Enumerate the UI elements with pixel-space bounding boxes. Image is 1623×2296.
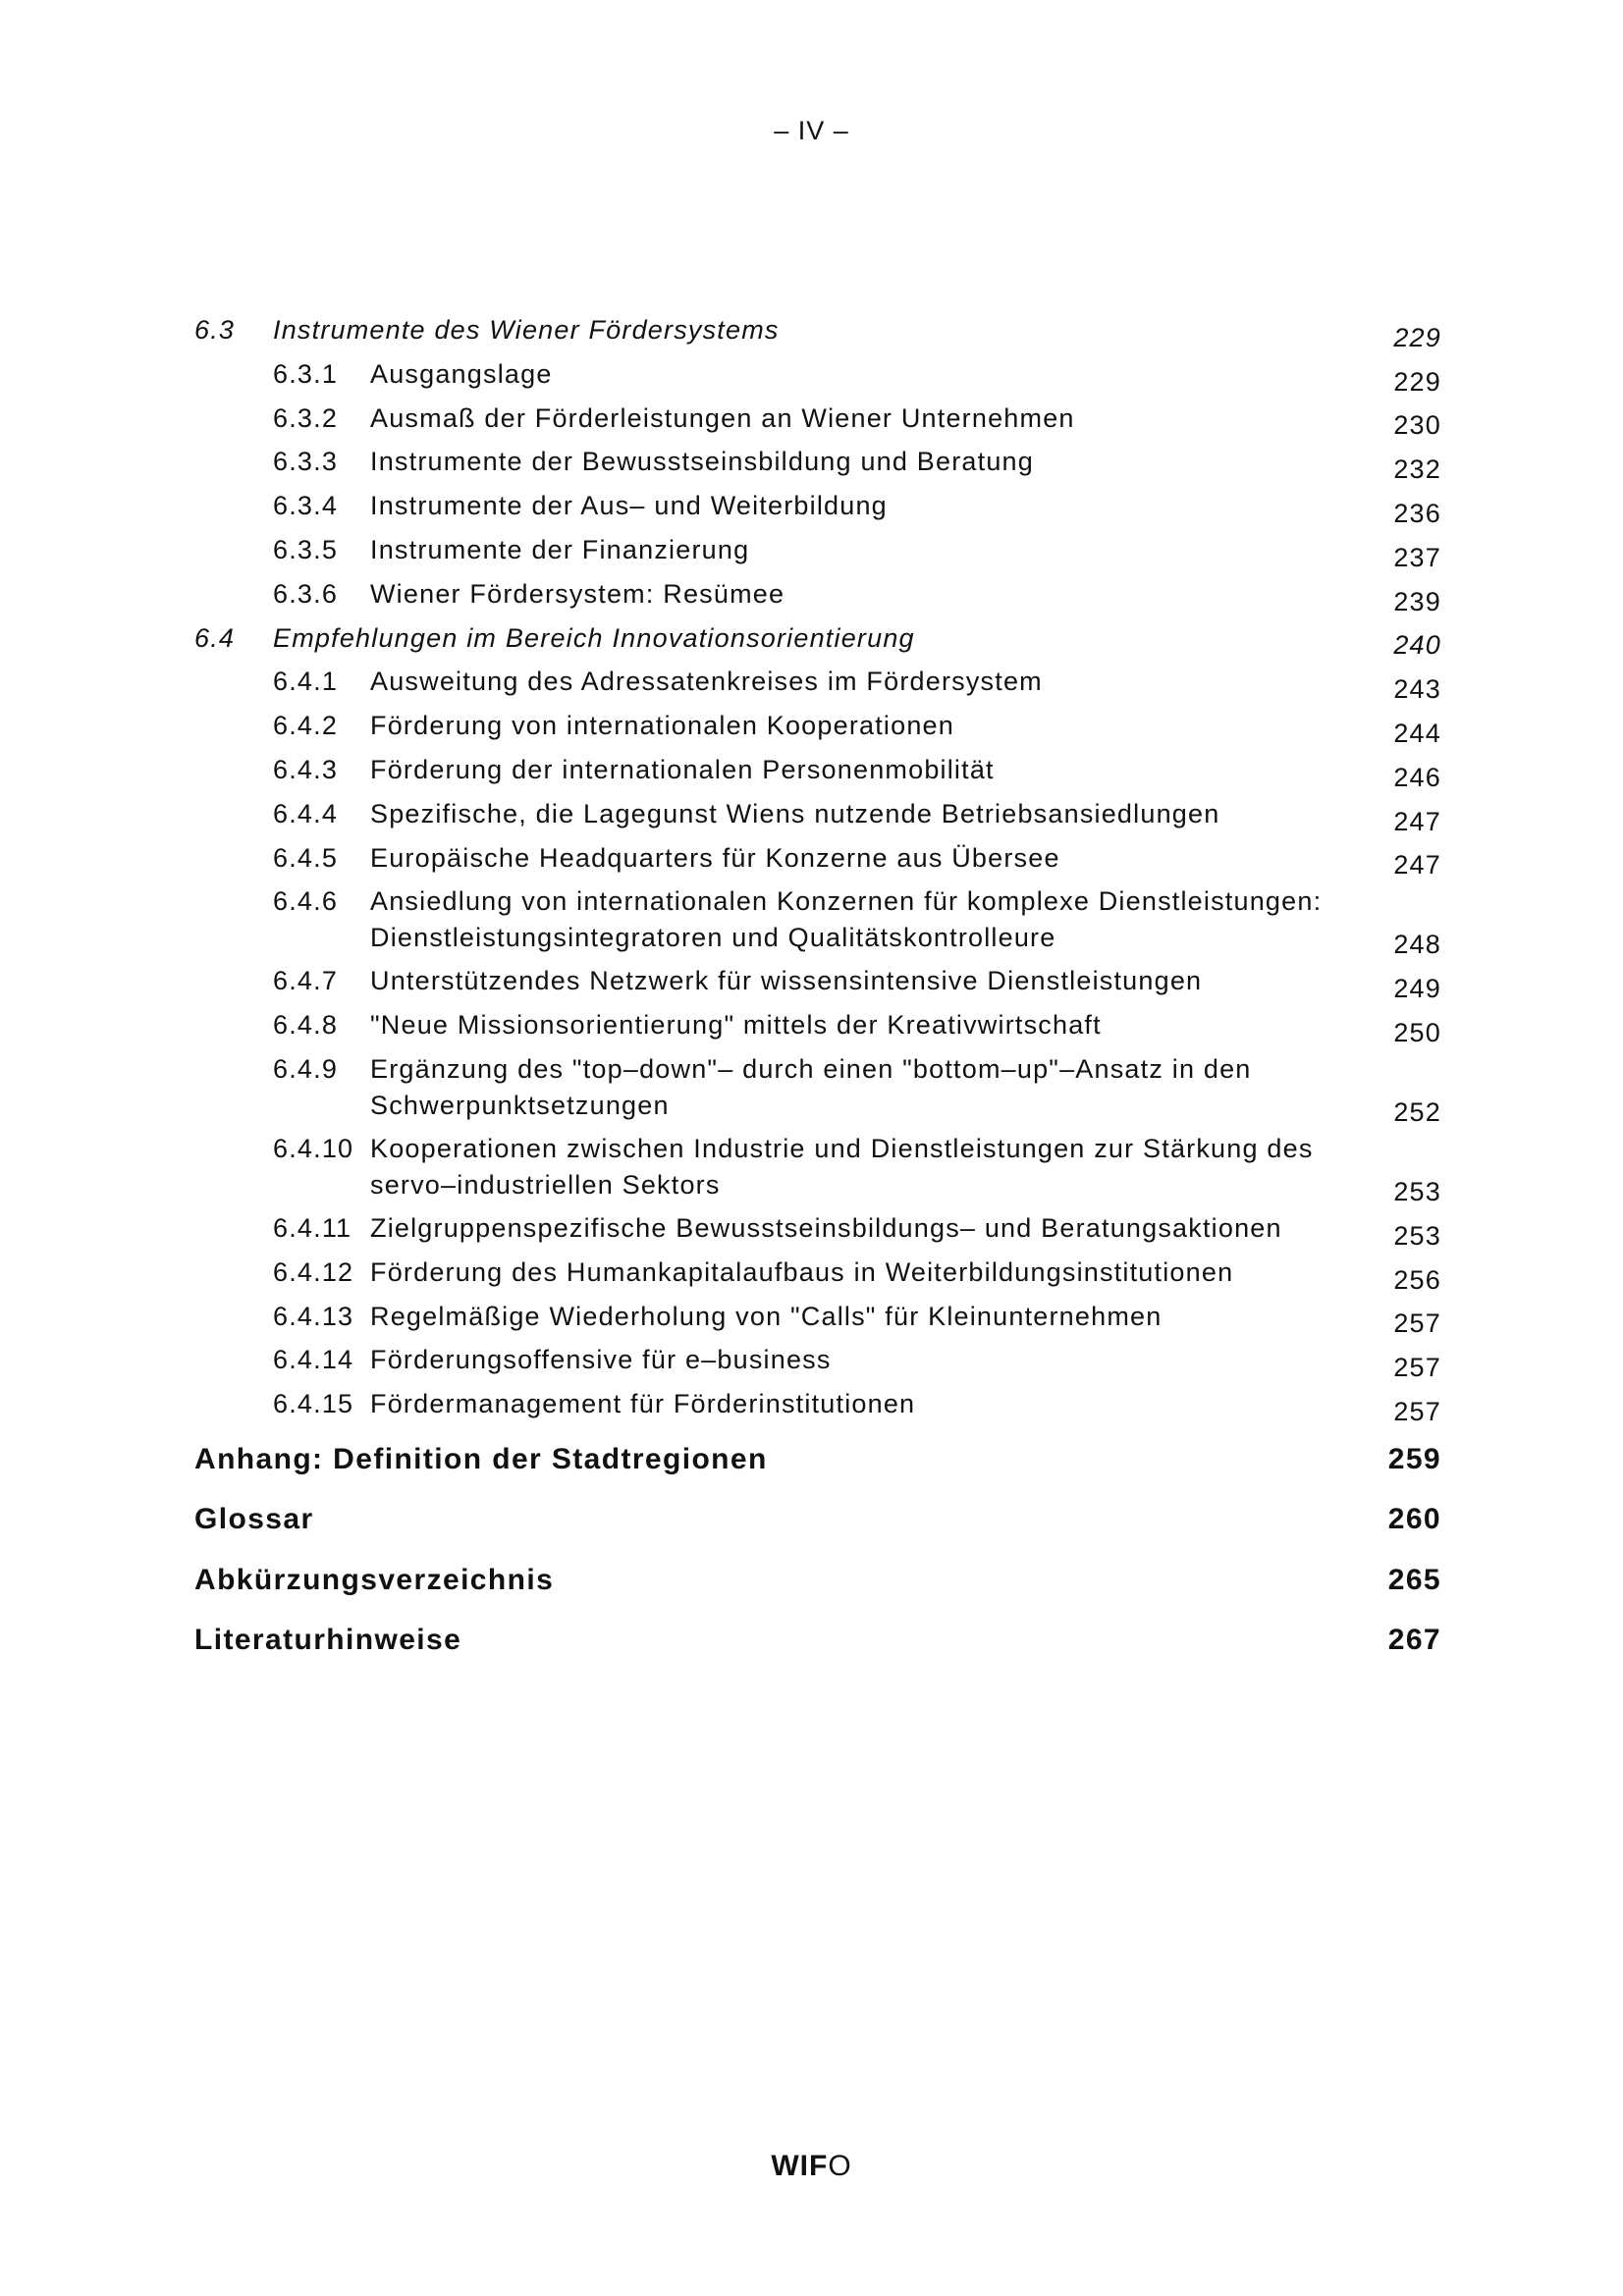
wifo-logo <box>0 2150 1623 2183</box>
toc-subsection-entry[interactable] <box>194 1342 1441 1386</box>
toc-entry-title: Förderung des Humankapitalaufbaus in Weiterbildungsinstitutionen <box>370 1256 1234 1287</box>
toc-entry-title: Unterstützendes Netzwerk für wissensintensive Dienstleistungen <box>370 966 1203 996</box>
toc-entry-number: 6.4.5 <box>273 842 339 873</box>
toc-entry-title: Förderung von internationalen Kooperationen <box>370 711 954 741</box>
toc-entry-number: 6.3.6 <box>273 578 339 609</box>
toc-entry-number: 6.4.15 <box>273 1389 354 1419</box>
toc-entry-title: Wiener Fördersystem: Resümee <box>370 578 785 609</box>
toc-entry-number: 6.3.1 <box>273 358 339 389</box>
toc-entry-page: 248 <box>1393 930 1441 960</box>
toc-entry-page: 240 <box>1393 630 1441 661</box>
toc-entry-page: 252 <box>1393 1096 1441 1127</box>
toc-entry-title: Empfehlungen im Bereich Innovationsorientierung <box>273 622 915 653</box>
toc-entry-number: 6.3.2 <box>273 402 339 433</box>
toc-entry-page: 239 <box>1393 586 1441 616</box>
toc-entry-title: "Neue Missionsorientierung" mittels der Kreativwirtschaft <box>370 1010 1102 1041</box>
toc-entry-number: 6.4.7 <box>273 966 339 996</box>
toc-entry-title: Kooperationen zwischen Industrie und Dienstleistungen zur Stärkung des servo–industriellen Sektors <box>370 1133 1314 1200</box>
toc-entry-title: Glossar <box>194 1503 314 1536</box>
toc-entry-number: 6.4.2 <box>273 711 339 741</box>
toc-entry-title: Ausgangslage <box>370 358 553 389</box>
toc-subsection-entry[interactable] <box>194 708 1441 752</box>
toc-entry-title: Instrumente der Finanzierung <box>370 534 750 564</box>
toc-entry-title: Fördermanagement für Förderinstitutionen <box>370 1389 916 1419</box>
toc-entry-title: Instrumente der Bewusstseinsbildung und Beratung <box>370 447 1034 477</box>
toc-entry-title: Abkürzungsverzeichnis <box>194 1563 555 1596</box>
toc-section-entry[interactable] <box>194 620 1441 665</box>
toc-entry-title: Europäische Headquarters für Konzerne aus Übersee <box>370 842 1060 873</box>
toc-entry-page: 257 <box>1393 1396 1441 1426</box>
toc-entry-page: 247 <box>1393 850 1441 881</box>
toc-entry-number: 6.4.10 <box>273 1133 354 1163</box>
toc-entry-page: 260 <box>1387 1503 1441 1536</box>
toc-entry-page: 232 <box>1393 454 1441 485</box>
toc-entry-number: 6.4.12 <box>273 1256 354 1287</box>
toc-entry-page: 267 <box>1387 1623 1441 1656</box>
toc-subsection-entry[interactable] <box>194 576 1441 620</box>
toc-entry-number: 6.3.5 <box>273 534 339 564</box>
toc-entry-page: 244 <box>1393 718 1441 748</box>
toc-subsection-entry[interactable] <box>194 883 1441 963</box>
page-number: – IV – <box>774 116 849 145</box>
table-of-contents <box>194 312 1441 1681</box>
toc-entry-number: 6.3.4 <box>273 491 339 521</box>
toc-subsection-entry[interactable] <box>194 1051 1441 1131</box>
toc-entry-title: Ansiedlung von internationalen Konzernen für komplexe Dienstleistungen: Dienstleistungsintegratoren und Qualitätskontrolleure <box>370 886 1323 953</box>
toc-entry-page: 230 <box>1393 410 1441 441</box>
toc-entry-page: 243 <box>1393 674 1441 705</box>
toc-subsection-entry[interactable] <box>194 840 1441 884</box>
toc-subsection-entry[interactable] <box>194 1131 1441 1210</box>
toc-entry-title: Ausmaß der Förderleistungen an Wiener Unternehmen <box>370 402 1075 433</box>
toc-entry-title: Regelmäßige Wiederholung von "Calls" für Kleinunternehmen <box>370 1301 1163 1331</box>
toc-entry-page: 257 <box>1393 1353 1441 1383</box>
toc-entry-page: 253 <box>1393 1176 1441 1206</box>
toc-entry-page: 265 <box>1387 1563 1441 1596</box>
toc-subsection-entry[interactable] <box>194 488 1441 532</box>
toc-entry-title: Spezifische, die Lagegunst Wiens nutzende Betriebsansiedlungen <box>370 798 1220 828</box>
toc-entry-title: Förderungsoffensive für e–business <box>370 1345 832 1375</box>
toc-entry-number: 6.4.3 <box>273 754 339 784</box>
toc-entry-number: 6.4.9 <box>273 1053 339 1084</box>
toc-entry-number: 6.4.8 <box>273 1010 339 1041</box>
toc-entry-title: Literaturhinweise <box>194 1623 462 1656</box>
toc-entry-page: 236 <box>1393 498 1441 528</box>
toc-entry-page: 237 <box>1393 542 1441 572</box>
toc-subsection-entry[interactable] <box>194 532 1441 576</box>
toc-entry-number: 6.4.11 <box>273 1212 352 1243</box>
toc-entry-title: Förderung der internationalen Personenmobilität <box>370 754 995 784</box>
toc-entry-page: 249 <box>1393 974 1441 1004</box>
toc-entry-title: Anhang: Definition der Stadtregionen <box>194 1442 768 1475</box>
toc-entry-number: 6.4.13 <box>273 1301 354 1331</box>
toc-entry-page: 257 <box>1393 1308 1441 1339</box>
toc-entry-title: Ausweitung des Adressatenkreises im Fördersystem <box>370 667 1043 697</box>
toc-entry-number: 6.3 <box>194 315 236 345</box>
toc-chapter-entry[interactable] <box>194 1500 1441 1560</box>
toc-entry-page: 247 <box>1393 806 1441 836</box>
toc-entry-number: 6.4.6 <box>273 886 339 917</box>
toc-subsection-entry[interactable] <box>194 752 1441 796</box>
wifo-logo-o: O <box>828 2150 852 2182</box>
toc-entry-page: 256 <box>1393 1264 1441 1295</box>
toc-entry-number: 6.4.14 <box>273 1345 354 1375</box>
toc-chapter-entry[interactable] <box>194 1561 1441 1621</box>
wifo-logo-text: WIF <box>771 2150 829 2182</box>
toc-subsection-entry[interactable] <box>194 796 1441 840</box>
toc-subsection-entry[interactable] <box>194 444 1441 488</box>
toc-chapter-entry[interactable] <box>194 1440 1441 1500</box>
toc-entry-page: 259 <box>1387 1442 1441 1475</box>
toc-entry-page: 250 <box>1393 1017 1441 1047</box>
toc-entry-page: 246 <box>1393 762 1441 792</box>
toc-entry-number: 6.3.3 <box>273 447 339 477</box>
toc-entry-page: 229 <box>1393 366 1441 397</box>
toc-subsection-entry[interactable] <box>194 1007 1441 1051</box>
toc-subsection-entry[interactable] <box>194 1299 1441 1343</box>
toc-entry-number: 6.4.4 <box>273 798 339 828</box>
toc-entry-title: Instrumente des Wiener Fördersystems <box>273 315 780 345</box>
toc-entry-title: Instrumente der Aus– und Weiterbildung <box>370 491 888 521</box>
toc-subsection-entry[interactable] <box>194 356 1441 400</box>
toc-entry-page: 253 <box>1393 1220 1441 1251</box>
toc-subsection-entry[interactable] <box>194 664 1441 708</box>
toc-chapter-entry[interactable] <box>194 1621 1441 1681</box>
toc-entry-page: 229 <box>1393 322 1441 352</box>
toc-entry-title: Zielgruppenspezifische Bewusstseinsbildungs– und Beratungsaktionen <box>370 1212 1282 1243</box>
toc-entry-title: Ergänzung des "top–down"– durch einen "bottom–up"–Ansatz in den Schwerpunktsetzungen <box>370 1053 1252 1120</box>
toc-subsection-entry[interactable] <box>194 1210 1441 1255</box>
toc-section-entry[interactable] <box>194 312 1441 356</box>
toc-subsection-entry[interactable] <box>194 963 1441 1007</box>
toc-subsection-entry[interactable] <box>194 400 1441 445</box>
toc-entry-number: 6.4.1 <box>273 667 339 697</box>
toc-subsection-entry[interactable] <box>194 1255 1441 1299</box>
toc-entry-number: 6.4 <box>194 622 236 653</box>
toc-subsection-entry[interactable] <box>194 1386 1441 1430</box>
